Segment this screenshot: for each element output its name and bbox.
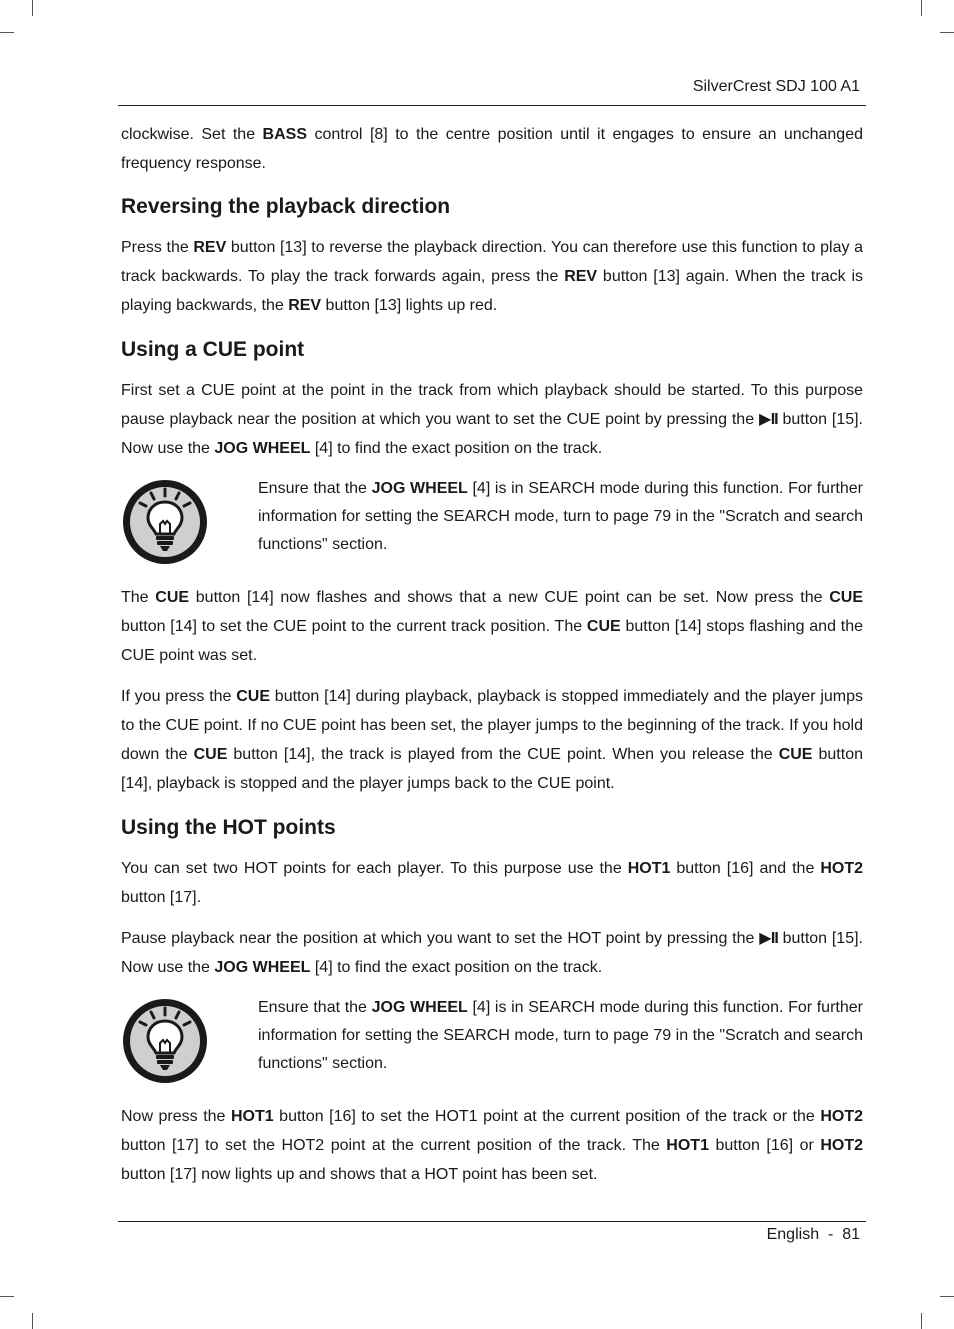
header-title: SilverCrest SDJ 100 A1 <box>692 78 860 95</box>
page-footer <box>767 1226 860 1244</box>
hot-paragraph-1: You can set two HOT points for each player. To this purpose use the HOT1 button [16] and the HOT2 button [17]. <box>121 860 863 906</box>
header-rule <box>118 105 866 106</box>
heading-cue: Using a CUE point <box>121 338 305 361</box>
crop-mark <box>940 32 954 33</box>
crop-mark <box>0 1296 14 1297</box>
crop-mark <box>921 1313 922 1329</box>
cue-paragraph-1: First set a CUE point at the point in the track from which playback should be started. To this purpose pause playback near the position at which you want to set the CUE point by pressing the ▶II button [15]. Now use the JOG WHEEL [4] to find the exact position on the track. <box>121 382 864 457</box>
lightbulb-icon <box>121 994 258 1090</box>
heading-reversing: Reversing the playback direction <box>121 195 451 218</box>
lightbulb-icon <box>121 475 258 571</box>
tip-note-cue <box>121 475 863 571</box>
hot-paragraph-3: Now press the HOT1 button [16] to set the HOT1 point at the current position of the track or the HOT2 button [17] to set the HOT2 point at the current position of the track. The HOT1 button [16] or HOT2 button [17] now lights up and shows that a HOT point has been set. <box>121 1108 864 1183</box>
footer-separator: - <box>827 1226 834 1243</box>
crop-mark <box>0 32 14 33</box>
play-pause-symbol: ▶II <box>759 930 778 947</box>
tip-note-text: Ensure that the JOG WHEEL [4] is in SEARCH mode during this function. For further information for setting the SEARCH mode, turn to page 79 in the "Scratch and search functions" section. <box>258 480 863 553</box>
intro-paragraph: clockwise. Set the BASS control [8] to the centre position until it engages to ensure an unchanged frequency response. <box>121 126 863 172</box>
crop-mark <box>32 0 33 16</box>
reverse-paragraph: Press the REV button [13] to reverse the playback direction. You can therefore use this function to play a track backwards. To play the track forwards again, press the REV button [13] again. When the track is playing backwards, the REV button [13] lights up red. <box>121 239 864 314</box>
page-content <box>121 120 863 1189</box>
heading-hot: Using the HOT points <box>121 816 336 839</box>
crop-mark <box>940 1296 954 1297</box>
page-number: 81 <box>842 1226 860 1243</box>
cue-paragraph-3: If you press the CUE button [14] during playback, playback is stopped immediately and the player jumps to the CUE point. If no CUE point has been set, the player jumps to the beginning of the track. If you hold down the CUE button [14], the track is played from the CUE point. When you release the CUE button [14], playback is stopped and the player jumps back to the CUE point. <box>121 688 863 792</box>
footer-language: English <box>766 1226 820 1243</box>
play-pause-symbol: ▶II <box>758 411 778 428</box>
crop-mark <box>921 0 922 16</box>
footer-rule <box>118 1221 866 1222</box>
tip-note-hot <box>121 994 863 1090</box>
cue-paragraph-2: The CUE button [14] now flashes and shows that a new CUE point can be set. Now press the CUE button [14] to set the CUE point to the current track position. The CUE button [14] stops flashing and the CUE point was set. <box>121 589 864 664</box>
hot-paragraph-2: Pause playback near the position at which you want to set the HOT point by pressing the ▶II button [15]. Now use the JOG WHEEL [4] to find the exact position on the track. <box>121 930 863 976</box>
crop-mark <box>32 1313 33 1329</box>
tip-note-text: Ensure that the JOG WHEEL [4] is in SEARCH mode during this function. For further information for setting the SEARCH mode, turn to page 79 in the "Scratch and search functions" section. <box>258 999 863 1072</box>
